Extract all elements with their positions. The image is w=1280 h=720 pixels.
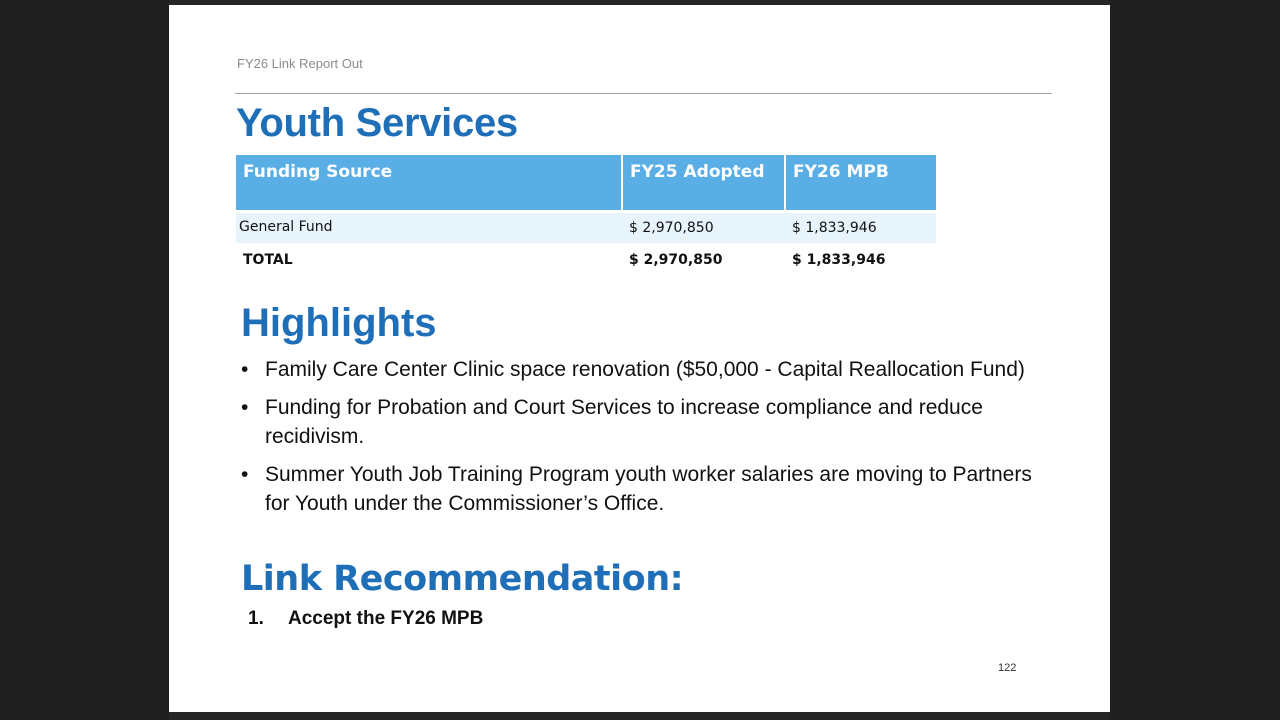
slide-header: FY26 Link Report Out (237, 56, 363, 71)
column-header-fy26-mpb: FY26 MPB (785, 155, 936, 211)
highlight-text: Funding for Probation and Court Services to increase compliance and reduce recidivism. (265, 396, 983, 448)
bullet-icon: • (241, 463, 249, 486)
highlights-heading: Highlights (241, 301, 437, 345)
column-header-fy25-adopted: FY25 Adopted (622, 155, 785, 211)
bullet-icon: • (241, 396, 249, 419)
fy26-value-cell: $ 1,833,946 (785, 211, 936, 243)
list-item (241, 355, 1051, 384)
recommendation-item (248, 608, 483, 630)
funding-source-cell: General Fund (236, 211, 622, 243)
page-number: 122 (998, 662, 1017, 674)
fy25-value-cell: $ 2,970,850 (622, 211, 785, 243)
table-row (236, 211, 936, 243)
left-letterbox (0, 0, 169, 720)
total-fy26-cell: $ 1,833,946 (792, 252, 886, 268)
recommendation-heading: Link Recommendation: (241, 559, 684, 599)
slide (169, 5, 1110, 712)
highlight-text: Summer Youth Job Training Program youth worker salaries are moving to Partners for Youth under the Commissioner’s Office. (265, 463, 1032, 515)
funding-table (236, 155, 936, 277)
highlights-list (241, 355, 1051, 527)
total-fy25-cell: $ 2,970,850 (629, 252, 723, 268)
right-letterbox (1110, 0, 1280, 720)
highlight-text: Family Care Center Clinic space renovation ($50,000 - Capital Reallocation Fund) (265, 358, 1025, 381)
table-header-row (236, 155, 936, 211)
list-item (241, 393, 1051, 451)
recommendation-number: 1. (248, 608, 264, 629)
table-total-row (236, 243, 936, 277)
header-divider (235, 93, 1052, 94)
bullet-icon: • (241, 358, 249, 381)
column-header-funding-source: Funding Source (236, 155, 622, 211)
total-label-cell: TOTAL (243, 252, 293, 268)
page-title: Youth Services (236, 101, 518, 145)
recommendation-text: Accept the FY26 MPB (288, 608, 484, 629)
list-item (241, 460, 1051, 518)
